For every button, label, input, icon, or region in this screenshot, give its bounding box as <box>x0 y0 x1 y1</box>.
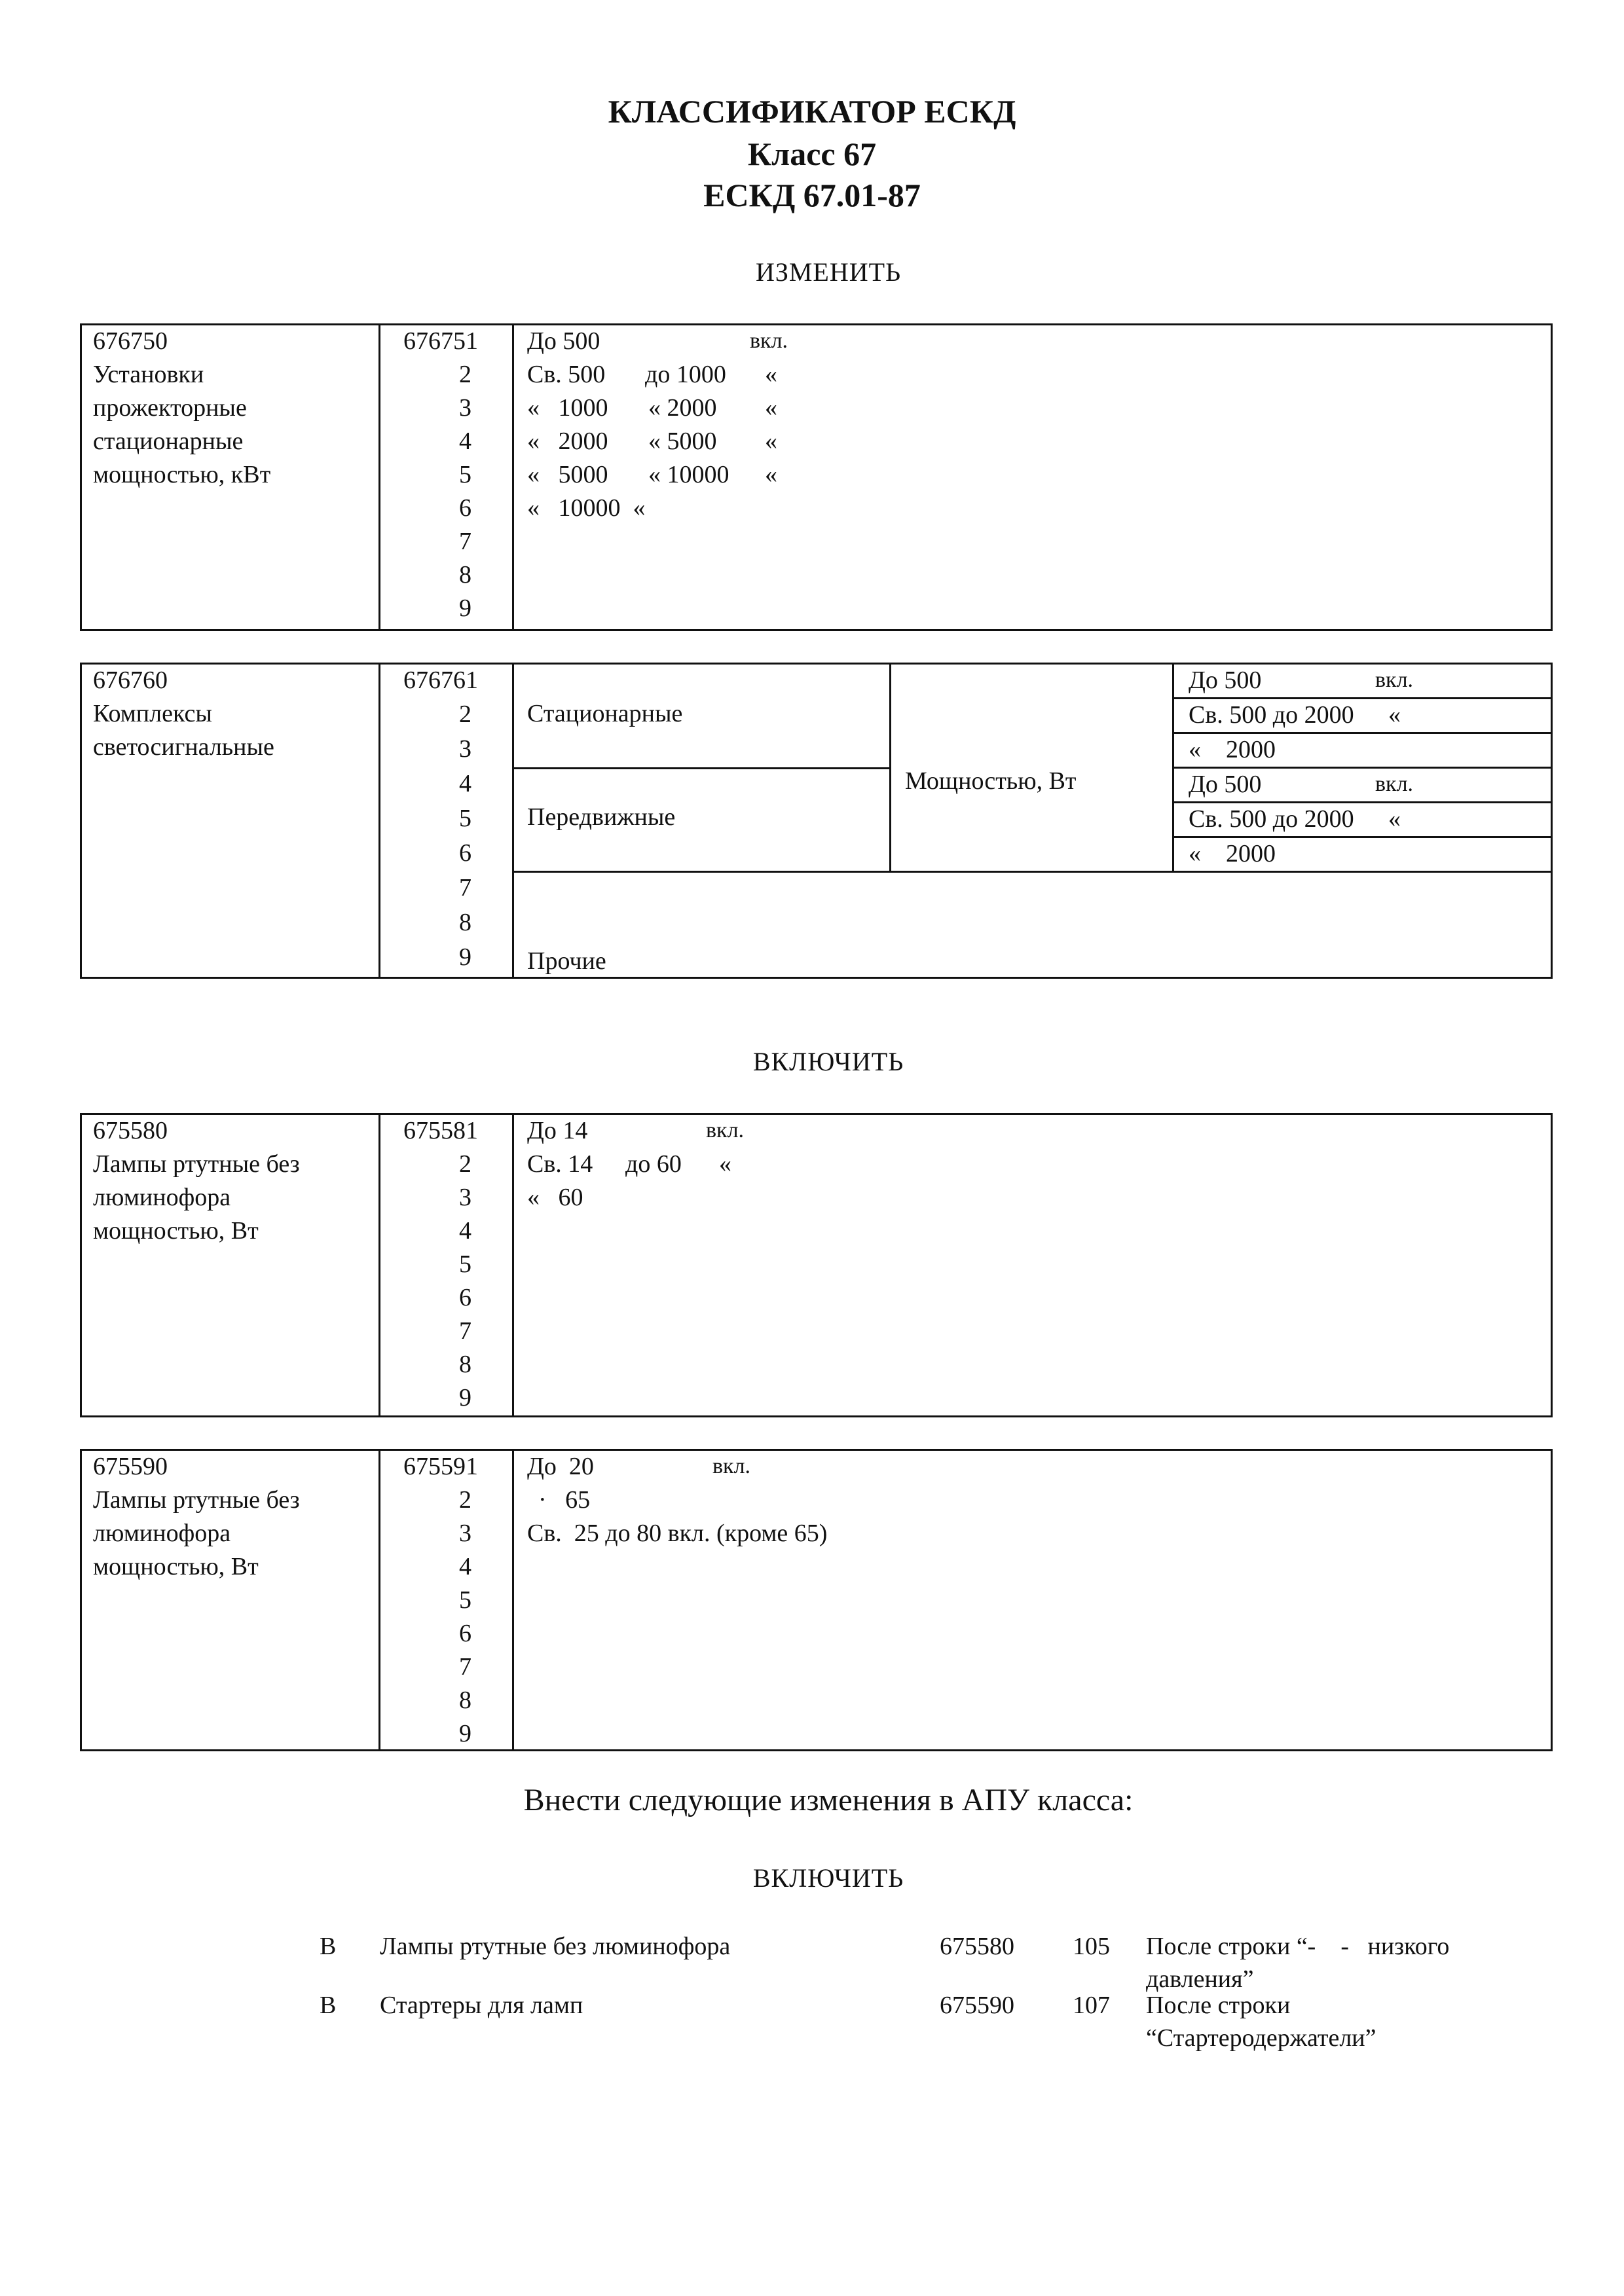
value-c: « <box>765 394 777 422</box>
group-name-line: Лампы ртутные без <box>93 1486 300 1514</box>
mobile-label: Передвижные <box>527 803 676 831</box>
value-a: « 1000 <box>527 394 608 422</box>
group-code: 676760 <box>93 666 168 694</box>
group-name-line: Лампы ртутные без <box>93 1150 300 1178</box>
apu-letter: В <box>320 1992 337 2019</box>
apu-note: После строки “Стартеродержатели” <box>1146 1992 1376 2052</box>
value-c: вкл. <box>706 1118 745 1142</box>
value-a: « 5000 <box>527 461 608 488</box>
group-name-line: светосигнальные <box>93 733 274 761</box>
apu-note: После строки “- - низкого давления” <box>1146 1933 1456 1993</box>
group-name-line: люминофора <box>93 1184 231 1211</box>
apu-code: 675580 <box>940 1933 1014 1960</box>
power-value: « 2000 <box>1189 840 1276 867</box>
subcode-first: 676761 <box>403 666 478 694</box>
table-675580 <box>80 1113 1553 1417</box>
stationary-label: Стационарные <box>527 700 683 727</box>
value-a: « 2000 <box>527 428 608 455</box>
subcode-list: 2 3 4 5 6 7 8 9 <box>459 361 471 622</box>
value-a: До 14 <box>527 1117 588 1144</box>
power-label: Мощностью, Вт <box>905 767 1077 795</box>
value-b: до 60 <box>625 1150 682 1178</box>
doc-number: ЕСКД 67.01-87 <box>703 177 921 213</box>
group-name-line: мощностью, Вт <box>93 1553 259 1580</box>
table-676750 <box>80 323 1553 631</box>
value-a: Св. 500 <box>527 361 606 388</box>
value-a: Св. 25 до 80 вкл. (кроме 65) <box>527 1520 828 1547</box>
power-suffix: « <box>1388 701 1401 729</box>
doc-class: Класс 67 <box>747 136 877 172</box>
value-a: · 65 <box>538 1486 591 1514</box>
subcode-list: 2 3 4 5 6 7 8 9 <box>459 701 471 971</box>
section-include-apu: ВКЛЮЧИТЬ <box>752 1863 904 1893</box>
value-a: « 10000 « <box>527 494 646 522</box>
power-value: До 500 <box>1189 666 1262 694</box>
group-name-line: стационарные <box>93 428 244 455</box>
value-c: вкл. <box>712 1454 751 1478</box>
value-c: « <box>765 428 777 455</box>
apu-code: 675590 <box>940 1992 1014 2019</box>
power-suffix: вкл. <box>1375 668 1414 692</box>
subcode-list: 2 3 4 5 6 7 8 9 <box>459 1150 471 1412</box>
section-change: ИЗМЕНИТЬ <box>755 257 902 287</box>
group-code: 675580 <box>93 1117 168 1144</box>
power-value: Св. 500 до 2000 <box>1189 805 1354 833</box>
value-a: До 500 <box>527 327 600 355</box>
value-c: « <box>719 1150 731 1178</box>
value-a: « 60 <box>527 1184 583 1211</box>
value-b: « 10000 <box>648 461 729 488</box>
value-b: « 5000 <box>648 428 717 455</box>
subcode-first: 675591 <box>403 1453 478 1480</box>
apu-heading: Внести следующие изменения в АПУ класса: <box>523 1783 1134 1817</box>
group-name-line: Установки <box>93 361 204 388</box>
value-c: « <box>765 461 777 488</box>
section-include: ВКЛЮЧИТЬ <box>752 1047 904 1076</box>
value-a: До 20 <box>527 1453 594 1480</box>
group-code: 676750 <box>93 327 168 355</box>
value-a: Св. 14 <box>527 1150 593 1178</box>
power-suffix: « <box>1388 805 1401 833</box>
value-b: « 2000 <box>648 394 717 422</box>
power-value: « 2000 <box>1189 736 1276 763</box>
subcode-first: 675581 <box>403 1117 478 1144</box>
apu-name: Стартеры для ламп <box>380 1992 583 2019</box>
value-c: вкл. <box>750 329 788 353</box>
group-code: 675590 <box>93 1453 168 1480</box>
group-name-line: люминофора <box>93 1520 231 1547</box>
apu-page: 105 <box>1073 1933 1110 1960</box>
subcode-first: 676751 <box>403 327 478 355</box>
doc-title: КЛАССИФИКАТОР ЕСКД <box>608 93 1016 130</box>
group-name-line: прожекторные <box>93 394 247 422</box>
subcode-list: 2 3 4 5 6 7 8 9 <box>459 1486 471 1747</box>
apu-name: Лампы ртутные без люминофора <box>380 1933 731 1960</box>
group-name-line: мощностью, Вт <box>93 1217 259 1245</box>
apu-letter: В <box>320 1933 337 1960</box>
power-value: Св. 500 до 2000 <box>1189 701 1354 729</box>
other-label: Прочие <box>527 947 606 975</box>
apu-page: 107 <box>1073 1992 1110 2019</box>
value-b: до 1000 <box>645 361 726 388</box>
group-name-line: Комплексы <box>93 700 212 727</box>
power-value: До 500 <box>1189 771 1262 798</box>
power-suffix: вкл. <box>1375 772 1414 796</box>
table-675590 <box>80 1449 1553 1751</box>
group-name-line: мощностью, кВт <box>93 461 271 488</box>
value-c: « <box>765 361 777 388</box>
